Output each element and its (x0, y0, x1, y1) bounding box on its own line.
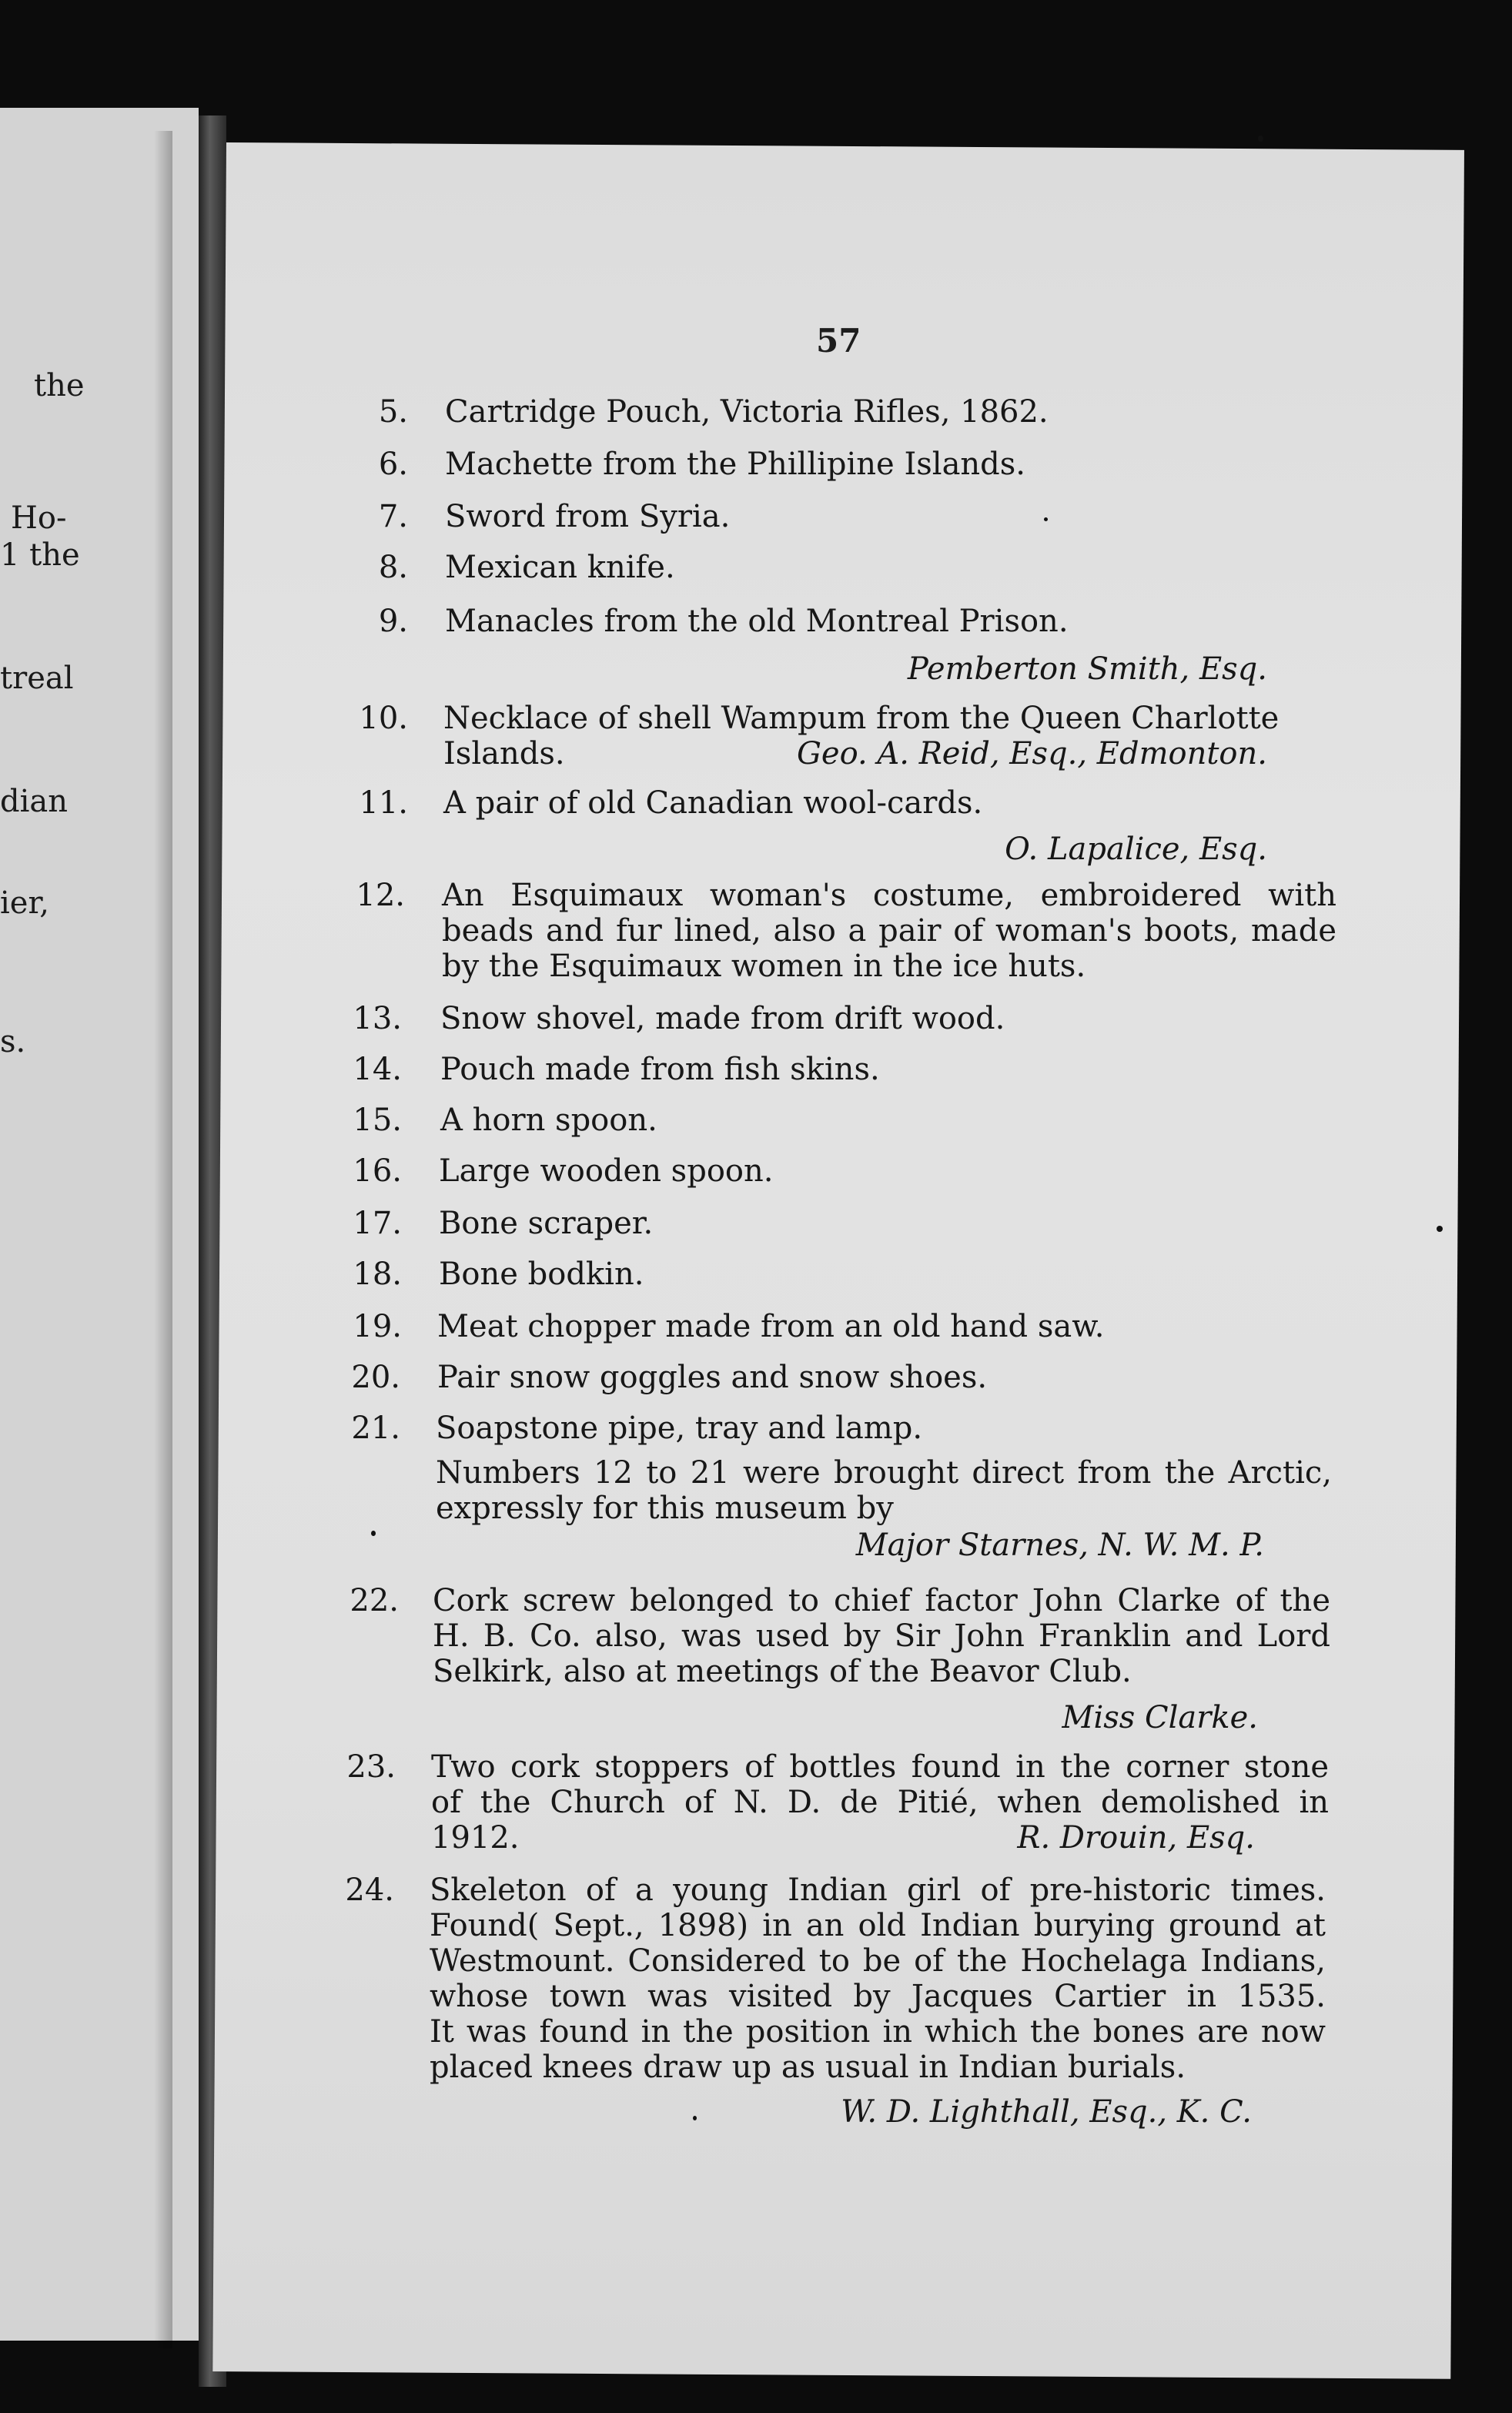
entry-line: Cork screw belonged to chief factor John Clarke of the (433, 1583, 1330, 1618)
entry-number: 14. (353, 1052, 402, 1087)
entry-text (433, 1583, 1330, 1689)
entry-line: Islands. (443, 736, 565, 771)
entry-number: 7. (378, 499, 408, 534)
left-page-fragment: ier, (0, 885, 49, 921)
entry-number: 15. (353, 1103, 402, 1138)
entry-number: 16. (353, 1153, 402, 1189)
entry-line: Westmount. Considered to be of the Hochelaga Indians, (430, 1943, 1326, 1979)
donor-name: Pemberton Smith, Esq. (907, 651, 1267, 687)
scan-speck (1044, 517, 1048, 521)
entry-text: Meat chopper made from an old hand saw. (437, 1309, 1105, 1344)
entry-number: 18. (353, 1257, 402, 1292)
entry-line: by the Esquimaux women in the ice huts. (442, 949, 1086, 984)
entry-line: Selkirk, also at meetings of the Beavor Club. (433, 1654, 1132, 1689)
entry-text: Snow shovel, made from drift wood. (440, 1001, 1005, 1036)
scan-speck (371, 1531, 376, 1536)
entry-text: Soapstone pipe, tray and lamp. (436, 1411, 923, 1446)
entry-text (442, 878, 1336, 984)
entry-number: 10. (359, 701, 408, 736)
donor-name: R. Drouin, Esq. (1017, 1820, 1255, 1856)
donor-name: Miss Clarke. (1062, 1700, 1258, 1735)
page-number: 57 (816, 322, 861, 360)
entry-number: 6. (378, 447, 408, 482)
scan-speck (1258, 136, 1263, 142)
entry-line: beads and fur lined, also a pair of woman's boots, made (442, 913, 1336, 949)
donor-name: Major Starnes, N. W. M. P. (855, 1528, 1264, 1563)
entry-text: Manacles from the old Montreal Prison. (445, 604, 1069, 639)
entry-line: placed knees draw up as usual in Indian burials. (430, 2050, 1186, 2085)
entry-line: Two cork stoppers of bottles found in the corner stone (431, 1749, 1329, 1785)
entry-text: Bone scraper. (439, 1206, 654, 1241)
entry-line: of the Church of N. D. de Pitié, when demolished in (431, 1785, 1329, 1820)
entry-line: 1912. (431, 1820, 520, 1856)
entry-number: 13. (353, 1001, 402, 1036)
entry-text: Cartridge Pouch, Victoria Rifles, 1862. (445, 394, 1049, 430)
entry-number: 24. (345, 1873, 394, 1908)
donor-name: Geo. A. Reid, Esq., Edmonton. (796, 736, 1267, 771)
entry-number: 23. (346, 1749, 396, 1785)
entry-number: 5. (378, 394, 408, 430)
left-page-fragment: 1 the (0, 537, 80, 573)
entry-number: 20. (351, 1360, 400, 1395)
entry-line: It was found in the position in which the bones are now (430, 2014, 1326, 2050)
entry-text: Machette from the Phillipine Islands. (445, 447, 1026, 482)
entry-text: Pouch made from fish skins. (440, 1052, 880, 1087)
left-page-fragment: Ho- (11, 500, 67, 536)
page-shadow (154, 131, 172, 2348)
entry-text: Sword from Syria. (445, 499, 731, 534)
donor-name: O. Lapalice, Esq. (1005, 832, 1267, 867)
entry-number: 12. (356, 878, 405, 913)
entry-text: A horn spoon. (440, 1103, 657, 1138)
scan-speck (1437, 1226, 1443, 1232)
note-line: Numbers 12 to 21 were brought direct from the Arctic, (436, 1455, 1332, 1491)
donor-name: W. D. Lighthall, Esq., K. C. (841, 2094, 1252, 2130)
note-line: expressly for this museum by (436, 1491, 894, 1526)
left-page-fragment: dian (0, 784, 69, 819)
entry-text: Pair snow goggles and snow shoes. (437, 1360, 988, 1395)
left-page-fragment: treal (0, 661, 74, 696)
entry-text: Mexican knife. (445, 550, 675, 585)
entry-line: H. B. Co. also, was used by Sir John Franklin and Lord (433, 1618, 1330, 1654)
entry-line: An Esquimaux woman's costume, embroidered with (442, 878, 1336, 913)
left-page-fragment: s. (0, 1024, 26, 1059)
entry-number: 9. (378, 604, 408, 639)
entry-number: 17. (353, 1206, 402, 1241)
entry-text (430, 1873, 1326, 2085)
entry-number: 19. (353, 1309, 402, 1344)
left-page-fragment: the (34, 368, 85, 403)
arctic-note (436, 1455, 1332, 1526)
entry-number: 21. (351, 1411, 400, 1446)
entry-line: Found( Sept., 1898) in an old Indian burying ground at (430, 1908, 1326, 1943)
entry-text: Bone bodkin. (439, 1257, 644, 1292)
entry-line: whose town was visited by Jacques Cartier in 1535. (430, 1979, 1326, 2014)
entry-number: 8. (378, 550, 408, 585)
entry-line: Necklace of shell Wampum from the Queen Charlotte (443, 701, 1280, 736)
entry-number: 11. (359, 785, 408, 821)
entry-number: 22. (350, 1583, 399, 1618)
scan-speck (693, 2116, 697, 2120)
entry-line: Skeleton of a young Indian girl of pre-historic times. (430, 1873, 1326, 1908)
entry-text: A pair of old Canadian wool-cards. (443, 785, 983, 821)
entry-text: Large wooden spoon. (439, 1153, 774, 1189)
